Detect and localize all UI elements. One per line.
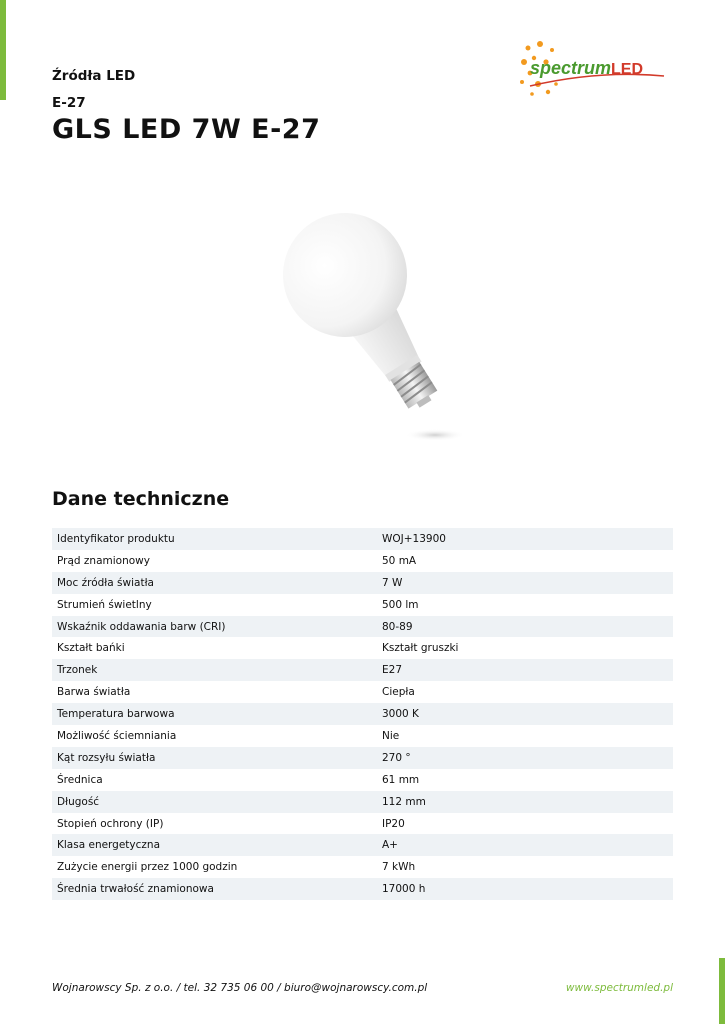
footer-website-link[interactable]: www.spectrumled.pl bbox=[565, 982, 673, 994]
spec-value: 270 ° bbox=[372, 747, 673, 769]
table-row bbox=[52, 813, 673, 835]
footer-contact: Wojnarowscy Sp. z o.o. / tel. 32 735 06 00 / biuro@wojnarowscy.com.pl bbox=[52, 982, 428, 994]
spec-label: Średnica bbox=[57, 773, 103, 786]
spec-value: 80-89 bbox=[372, 616, 673, 638]
table-row bbox=[52, 878, 673, 900]
subcategory-heading: E-27 bbox=[52, 95, 86, 111]
spec-label: Trzonek bbox=[52, 659, 372, 681]
table-row bbox=[52, 725, 673, 747]
table-row bbox=[52, 572, 673, 594]
table-row bbox=[52, 747, 673, 769]
spec-label: Klasa energetyczna bbox=[52, 834, 372, 856]
bulb-image bbox=[260, 205, 470, 450]
spec-value: 3000 K bbox=[372, 703, 673, 725]
category-heading: Źródła LED bbox=[52, 68, 136, 84]
spec-value: Kształt gruszki bbox=[382, 642, 459, 655]
product-title: GLS LED 7W E-27 bbox=[52, 114, 321, 145]
spec-value: 7 kWh bbox=[382, 861, 416, 874]
spec-label: Strumień świetlny bbox=[57, 598, 152, 611]
table-row bbox=[52, 616, 673, 638]
spec-value: 7 W bbox=[372, 572, 673, 594]
spec-label: Barwa światła bbox=[57, 686, 131, 699]
left-accent-bar bbox=[0, 0, 6, 100]
table-row bbox=[52, 681, 673, 703]
section-title-specs: Dane techniczne bbox=[52, 488, 230, 510]
table-row bbox=[52, 769, 673, 791]
logo-text: spectrumLED bbox=[530, 58, 644, 78]
table-row bbox=[52, 528, 673, 550]
spec-value: 112 mm bbox=[372, 791, 673, 813]
specs-table bbox=[52, 528, 673, 900]
spec-value: WOJ+13900 bbox=[372, 528, 673, 550]
table-row bbox=[52, 834, 673, 856]
spec-label: Moc źródła światła bbox=[52, 572, 372, 594]
spec-label: Możliwość ściemniania bbox=[57, 729, 177, 742]
spec-label: Zużycie energii przez 1000 godzin bbox=[57, 861, 238, 874]
spec-value: 61 mm bbox=[382, 773, 420, 786]
table-row bbox=[52, 856, 673, 878]
spec-label: Wskaźnik oddawania barw (CRI) bbox=[52, 616, 372, 638]
table-row bbox=[52, 550, 673, 572]
spec-value: A+ bbox=[372, 834, 673, 856]
spec-label: Kąt rozsyłu światła bbox=[52, 747, 372, 769]
right-accent-bar bbox=[719, 958, 725, 1024]
spec-label: Prąd znamionowy bbox=[57, 554, 150, 567]
spec-label: Stopień ochrony (IP) bbox=[57, 817, 164, 830]
spec-value: E27 bbox=[372, 659, 673, 681]
table-row bbox=[52, 637, 673, 659]
spec-value: 50 mA bbox=[382, 554, 417, 567]
table-row bbox=[52, 703, 673, 725]
table-row bbox=[52, 791, 673, 813]
table-row bbox=[52, 594, 673, 616]
spec-value: IP20 bbox=[382, 817, 405, 830]
spec-label: Długość bbox=[52, 791, 372, 813]
spec-label: Identyfikator produktu bbox=[52, 528, 372, 550]
spec-label: Kształt bańki bbox=[57, 642, 125, 655]
spec-label: Temperatura barwowa bbox=[52, 703, 372, 725]
spec-value: Nie bbox=[382, 729, 400, 742]
spec-value: 17000 h bbox=[372, 878, 673, 900]
spec-value: Ciepła bbox=[382, 686, 415, 699]
table-row bbox=[52, 659, 673, 681]
spec-label: Średnia trwałość znamionowa bbox=[52, 878, 372, 900]
spec-value: 500 lm bbox=[382, 598, 419, 611]
